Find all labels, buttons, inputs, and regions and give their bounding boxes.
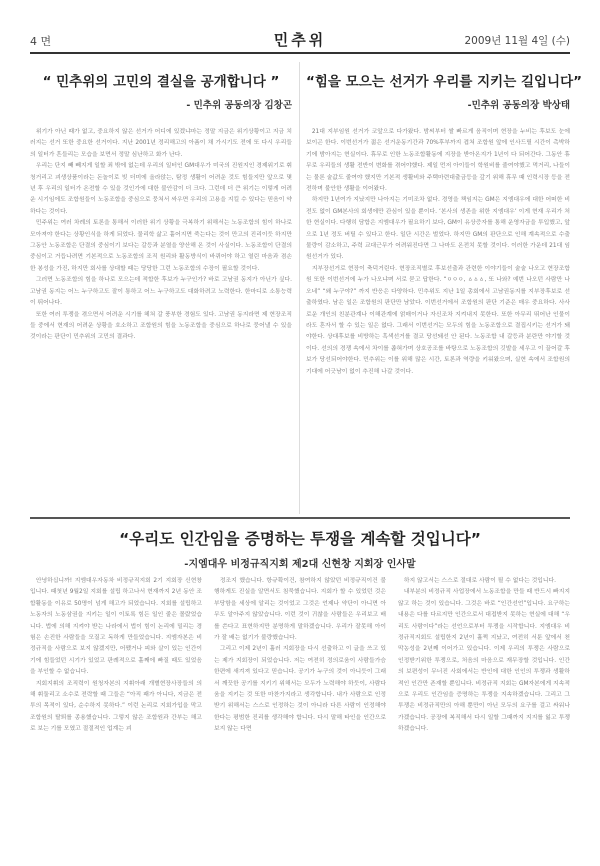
article-1-paragraph: 우리는 단지 빼 빼지게 일할 죄 밖에 없는데 우리의 일터인 GM대우가 미국의 진원지인 경제위기로 휘청거리고 괴생상품이라는 돈놀이로 빚 더미에 올라앉는, 탐정 생활이 어려운 것도 힘들지만 앞으로 몇 년 후 우리의 일터가 온전할 수 있을 것인가에 대한 불안감이 더 크다. 그런데 더 큰 위기는 이렇게 어려운 시기임에도 조합원들이 노동조합을 중심으로 뭉쳐서 싸우면 우리의 고용을 지킬 수 있다는 믿음이 약하다는 것이다. xyxy=(30,163,292,215)
article-3-paragraph: 지회지휘의 조직력이 원청자본의 지휘아래 개별현장사장들의 의해 휘둘리고 소수로 전락할 때 그들은 “아직 패가 아니다, 지금은 전투의 목적이 있다, 순수하지 못하다.” 이런 논리로 지회가입을 막고 조합원의 탈퇴를 종용했습니다. 그렇지 않은 조합원과 간부는 해고로 보는 기를 모였고 절절적인 업계는 괴 xyxy=(30,680,202,733)
article-1 xyxy=(30,70,292,522)
article-2-paragraph: 21대 지부임원 선거가 코앞으로 다가왔다. 밤씨부터 쌀 빠르게 음직이며 현장을 누비는 후보도 눈에 보이곤 한다. 이번선거가 젊은 선거운동기간과 70%후부까지 겹쳐 조합원 앞에 인사드릴 시간이 촉박하기에 밤아지는 현실이다. 휴무로 인한 노동조합활동에 지장을 받아온지가 1년이 다 되어간다. 그동안 휴무로 우리들의 생활 전반이 변화를 겪어야했다. 제일 먼저 아이들이 학원비를 줄여야했고 먹거리, 나들이는 물론 술값도 줄여야 했지만 기본적 생활비와 주택마련대출금등을 갚기 위해 휴무 때 인력시장 등을 전전하며 불안한 생활을 이어왔다. xyxy=(306,129,570,193)
article-1-paragraph: 또한 여러 투쟁을 겪으면서 어려운 시기를 헤쳐 갈 풍부한 경험도 있다. 고남권 동지라면 제 현장조직들 중에서 현재의 어려운 상황을 호소하고 조합원의 힘을 노동조합을 중심으로 하나로 뭉어낼 수 있을 것이라는 판단이 민추위의 고민의 결과다. xyxy=(30,311,292,341)
article-1-paragraph: 위기가 아닌 때가 없고, 중요하지 않은 선거가 어디에 있겠냐마는 정말 지금은 위기상황이고 지금 치러지는 선거 또한 중요한 선거이다. 지난 2001년 정리해고의 아픔이 채 가시기도 전에 또 다시 우리들의 일터가 흔들리는 모습을 보면서 정말 심난하고 화가 난다. xyxy=(30,129,292,158)
article-3-paragraph: 정조지 했습니다. 항규확이건, 참여하지 않았던 비정규직이건 불행하게도 진실을 알면서도 침묵했습니다. 지회가 할 수 있었던 것은 부당함을 세상에 알리는 것이었고 그것은 언제나 약단이 아니면 아무도 알아주지 않았습니다. 이런 것이 귀찮을 사람들은 우리보고 배를 쓴다고 표현하지만 분명하게 말하겠습니다. 우리가 잘못해 아이가 잘 배는 없기가 불량했습니다. xyxy=(214,578,386,642)
article-1-paragraph: 민주위는 여러 차례의 토론을 통해서 이러한 위기 상황을 극복하기 위해서는 노동조합의 힘이 하나로 모아져야 한다는 상황인식을 하게 되었다. 물리학 삶고 흩어지면 죽는다는 것이 만고의 진리이듯 하지만 그동안 노동조합은 단결의 중심이기 보다는 갈등과 분열을 양산해 온 것이 사실이다. 노동조합이 단결의 중심이고 거듭나려면 기본적으로 노동조합의 조직 원리와 활동방식이 바뀌어야 하고 열린 마음과 겸손한 봉성을 가진, 하지만 회사를 상대할 때는 당당한 그런 노동조합의 수장이 필요할 것이다. xyxy=(30,220,292,272)
article-3-body-3 xyxy=(398,576,570,858)
page-number: 4 면 xyxy=(30,35,52,48)
header-rule xyxy=(30,52,570,54)
article-1-paragraph: 그러면 노동조합의 힘을 하나로 모으는데 적합한 후보가 누구인가? 바로 고남권 동지가 아닌가 싶다. 고남권 동지는 어느 누구하고도 잘이 통하고 어느 누구하고도 대화하려고 노력한다. 한마디로 소통능력이 뛰어나다. xyxy=(30,277,292,307)
article-1-title: “ 민추위의 고민의 결실을 공개합니다 ” xyxy=(42,74,280,90)
article-3-paragraph: 안녕하십니까! 지엠대우자동차 비정규직지회 2기 지회장 신현창입니다. 때첫년 9월2일 지회를 설립 하고나서 현재까지 2년 동안 조합활동을 이유로 50명이 넘게 해고가 되었습니다. 지회를 설립하고 노동자의 노동삼권을 지키는 일이 이토록 힘든 일인 줄은 몰랐었습니다. 법에 의해 지켜야 받는 나라에서 법이 힘이 논리에 밀리는 경험은 손진한 사람들을 모질고 독하게 만들었습니다. 지엠자본은 비정규직을 사람으로 보지 않겠지만, 어쨌거나 피와 살이 있는 인간이기에 힘들었던 시기가 있었고 판례적으로 흩째에 빠질 때도 있었음을 부인할 수 없습니다. xyxy=(30,578,202,676)
article-2-paragraph: 지부장선거로 현장이 축덕거린다. 현장조직별로 후보선출과 관련한 이야기들이 술술 나오고 현장조합원 또한 이번선거에 누가 나오냐며 서로 묻고 답한다. “ㅇㅇㅇ, ㅿㅿㅿ, 또 나와? 예번 나오던 사람만 나오네” “왜 누구야?” 까지 반응은 다양하다. 민추위도 지난 1일 총회에서 고남권동지를 지부장후보로 선출하였다. 남은 일은 조합원의 판단만 남았다. 이번선거에서 조합원의 판단 기준은 매우 중요하다. 사사로운 개인의 친분관계나 이해관계에 얽매이거나 자신조차 지켜내지 못한다. 또한 아무리 뛰어난 인물이라도 혼자서 할 수 있는 일은 없다. 그래서 이번선거는 모두의 힘을 노동조합으로 결집시키는 선거가 돼야한다. 상대후보를 비방하는 흑색선거를 결코 당선돼선 안 된다. 노동조합 내 갈등과 분란만 야기할 것이다. 선의의 경쟁 속에서 차이를 좁혀가며 상호공조를 바탕으로 노동조합의 깃발을 세우고 이 끌어갈 후보가 당선되어야한다. 민추위는 이를 위해 많은 시간, 토론과 역량을 키워왔으며, 실현 속에서 조합원의 기대에 어긋남이 없이 추진해 나갈 것이다. xyxy=(306,265,570,375)
article-3-column-1 xyxy=(30,576,202,858)
article-3-body-2 xyxy=(214,576,386,858)
article-2 xyxy=(306,70,582,522)
article-2-body xyxy=(306,127,570,522)
issue-date: 2009년 11월 4일 (수) xyxy=(464,35,570,47)
article-3-byline: -지엠대우 비정규직지회 제2대 신현창 지회장 인사말 xyxy=(184,559,416,570)
column-divider xyxy=(299,62,300,514)
section-divider xyxy=(30,517,570,519)
article-2-byline: -민추위 공동의장 박상태 xyxy=(467,100,570,111)
masthead-logo: 민추위 xyxy=(273,31,327,49)
article-3-column-3 xyxy=(398,576,570,858)
article-3-title: “우리도 인간임을 증명하는 투쟁을 계속할 것입니다” xyxy=(119,530,481,548)
article-3-paragraph: 내부분의 비정규직 사업장에서 노동조합을 만들 때 반드시 빠지지 않고 하는 것이 있습니다. 그것은 바로 “인간선언”입니다. 요구하는 내용은 다를 다르지만 인간으로서 대접받지 못하는 현실에 대해 “우리도 사람이다”라는 선언으로부터 투쟁을 시작합니다. 지엠대우 비정규직지회도 설립한지 2년이 흘쩍 지났고, 여전히 서툰 앞에서 천막농성을 2년째 이어가고 있습니다. 이제 우리의 투쟁은 사람으로 인정받기위한 투쟁으로, 처음의 마음으로 재무장할 것입니다. 인간의 보편성이 무너진 사회에서는 반인에 대한 인인의 투쟁과 생활하적인 인간만 존재할 뿐입니다. 비정규직 지회는 GM자본에게 지속적으로 우리도 인간임을 증명하는 투쟁을 지속하겠습니다. 그리고 그 투쟁은 비정규직만의 아해 뿐만이 아닌 모두의 요구를 걸고 싸워나가겠습니다. 공장에 복직해서 다시 일할 그때까지 지지를 잃고 투쟁하겠습니다. xyxy=(398,589,570,733)
article-1-body xyxy=(30,127,292,522)
article-3-paragraph: 하지 않고서는 스스로 절대로 사람이 될 수 없다는 것입니다. xyxy=(403,578,557,584)
article-3-body-1 xyxy=(30,576,202,858)
article-3-paragraph: 그리고 이제 2년이 흘러 지회장을 다시 선출하고 이 글을 쓰고 있는 제가 지회장이 되었습니다. 저는 여전히 정의로움이 사람들가슴한편에 새겨져 있다고 믿습니다. 공기가 누구의 것이 아니듯이 그래서 깨끗한 공기를 지키기 위해서는 모두가 노력해야 하듯이, 사람다움을 지키는 것 또한 마찬가지라고 생각합니다. 내가 사람으로 인정받기 위해서는 스스로 인정하는 것이 아니라 다른 사람이 인정해야 한다는 평범한 진리를 생각해야 합니다. 다시 말해 타인을 인간으로 보지 않는 다면 xyxy=(214,646,386,733)
article-2-title: “힘을 모으는 선거가 우리를 지키는 길입니다” xyxy=(306,74,582,90)
article-3-column-2 xyxy=(214,576,386,858)
article-1-byline: - 민추위 공동의장 김창곤 xyxy=(186,100,292,111)
article-3-header xyxy=(30,527,570,570)
page-header xyxy=(30,28,570,50)
article-2-paragraph: 하지만 1년여가 지났지만 나아지는 기미조차 없다. 경영을 책임지는 GM은 지엠대우에 대한 어떠한 비전도 없이 GM본사의 회생에만 관심이 있을 뿐이다. ‘본사의 생존을 위한 지엠대우’ 이게 현재 우리가 처한 현실이다. 다행히 담합은 지엠대우가 필요하기 보다, GM이 유상증자를 통해 운영자금을 투입했고, 앞으로 1년 정도 버틸 수 있다고 한다. 일단 시간은 벌었다. 하지만 GM의 판단으로 인해 계속적으로 수출물량이 감소하고, 주력 교대근무가 어려워진다면 그 나마도 온전치 못할 것이다. 이러한 가운데 21대 임원선거가 있다. xyxy=(306,197,570,261)
